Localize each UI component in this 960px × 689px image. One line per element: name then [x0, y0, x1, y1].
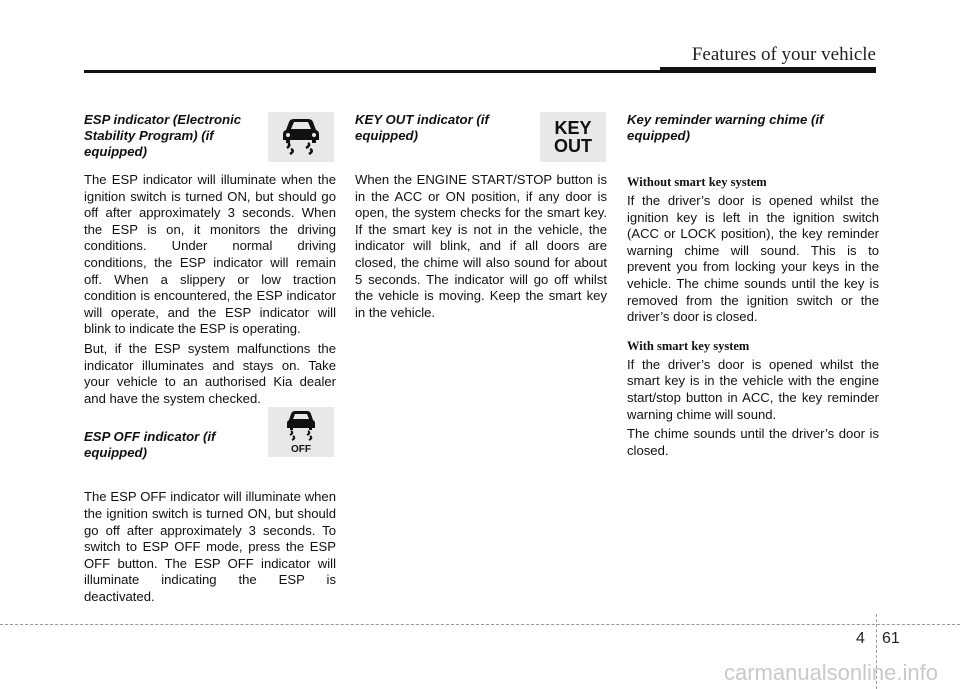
page-number: 61: [882, 630, 900, 647]
with-smart-key-paragraph-2: The chime sounds until the driver’s door is closed.: [627, 426, 879, 458]
without-smart-key-paragraph: If the driver’s door is opened whilst the ignition key is left in the ignition switch (ACC or LOCK position), the key reminder warning chime will sound. This is to prevent you from locking your keys in the vehicle. The chime sounds until the key is removed from the ignition switch or the driver’s door is closed.: [627, 193, 879, 325]
key-out-icon-line2: OUT: [554, 136, 592, 156]
key-reminder-heading: Key reminder warning chime (if equipped): [627, 112, 824, 143]
without-smart-key-subheading: Without smart key system: [627, 175, 767, 189]
esp-off-icon-label: OFF: [291, 444, 311, 454]
header-title: Features of your vehicle: [691, 44, 876, 65]
footer-rule: [0, 624, 960, 625]
esp-heading: ESP indicator (Electronic Stability Program) (if equipped): [84, 112, 242, 159]
esp-paragraph-1: The ESP indicator will illuminate when the ignition switch is turned ON, but should go off after approximately 3 seconds. When the ESP is on, it monitors the driving conditions. Under normal driving conditions, the ESP indicator will remain off. When a slippery or low traction condition is encountered, the ESP indicator will operate, and the ESP indicator will blink to indicate the ESP is operating.: [84, 172, 336, 337]
column-esp: [84, 112, 336, 605]
key-out-icon: [540, 112, 606, 162]
key-out-icon-line1: KEY: [554, 118, 592, 138]
with-smart-key-paragraph-1: If the driver’s door is opened whilst the smart key is in the vehicle with the engine start/stop button in ACC, the key reminder warning chime will sound.: [627, 356, 879, 422]
key-out-heading: KEY OUT indicator (if equipped): [355, 112, 489, 143]
esp-off-icon: [268, 407, 334, 457]
esp-warning-icon: [268, 112, 334, 162]
watermark: carmanualsonline.info: [723, 660, 938, 685]
chapter-number: 4: [856, 630, 865, 647]
column-key-reminder: [627, 112, 879, 459]
key-out-paragraph: When the ENGINE START/STOP button is in the ACC or ON position, if any door is open, the system checks for the smart key. If the smart key is not in the vehicle, the indicator will blink, and if all doors are closed, the chime will also sound for about 5 seconds. The indicator will go off whilst the vehicle is moving. Keep the smart key in the vehicle.: [355, 172, 607, 320]
with-smart-key-subheading: With smart key system: [627, 338, 750, 353]
header-rule-accent: [660, 67, 876, 73]
esp-off-heading: ESP OFF indicator (if equipped): [84, 429, 216, 461]
esp-off-paragraph: The ESP OFF indicator will illuminate when the ignition switch is turned ON, but should go off after approximately 3 seconds. To switch to ESP OFF mode, press the ESP OFF button. The ESP OFF indicator will illuminate indicating the ESP is deactivated.: [84, 489, 336, 604]
esp-paragraph-2: But, if the ESP system malfunctions the indicator illuminates and stays on. Take your vehicle to an authorised Kia dealer and have the system checked.: [84, 340, 336, 406]
